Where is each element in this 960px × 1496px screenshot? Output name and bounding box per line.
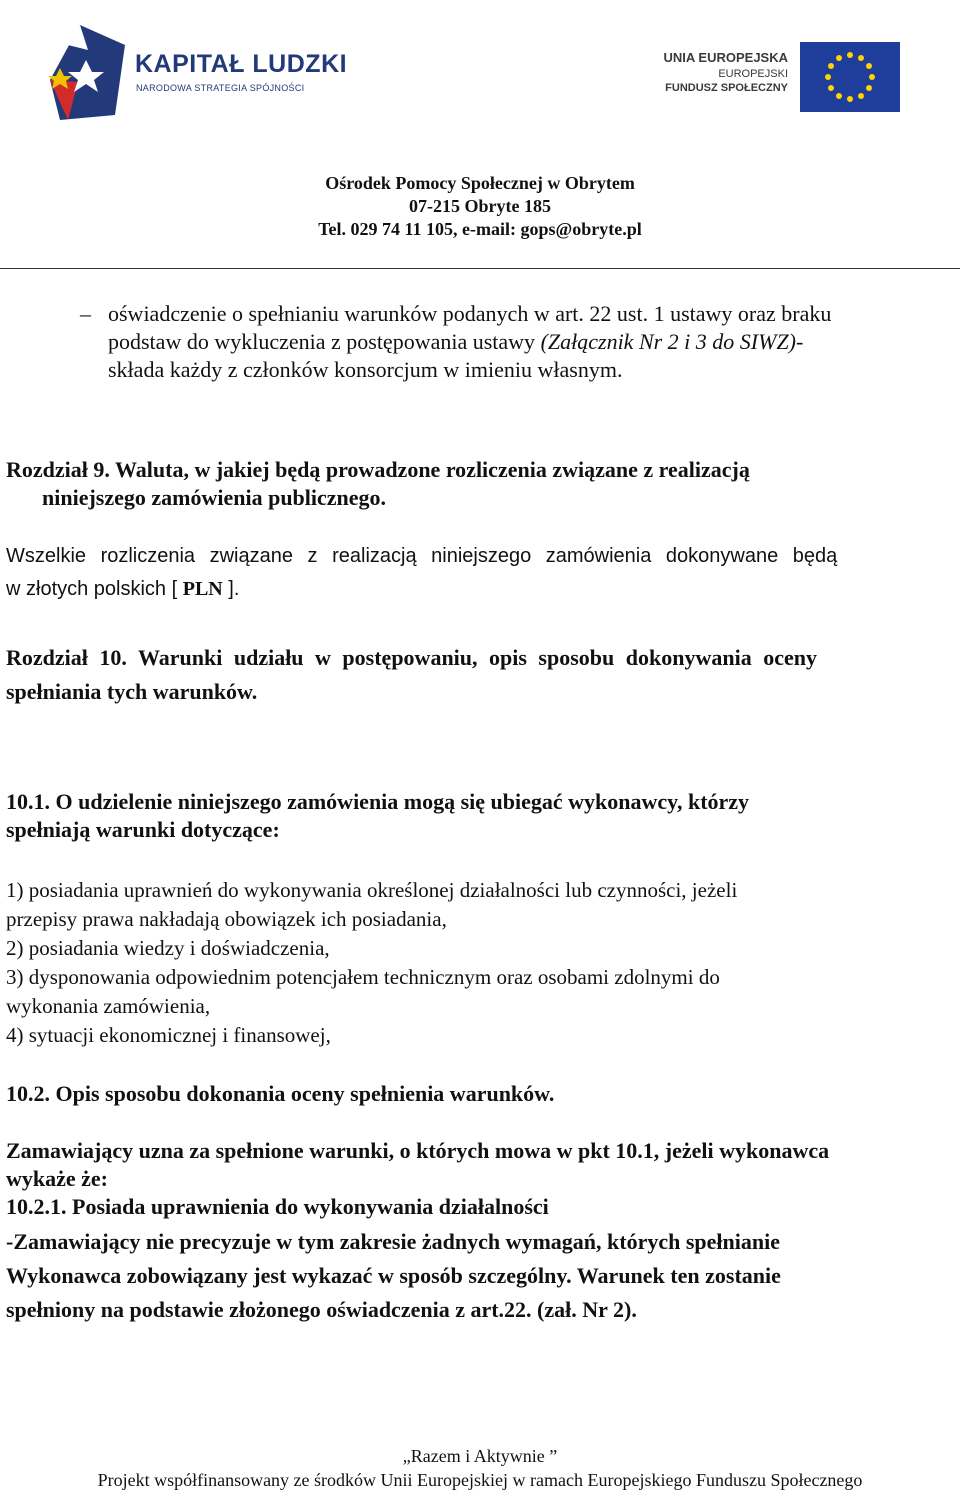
attachment-reference: (Załącznik Nr 2 i 3 do SIWZ) <box>540 329 797 354</box>
subsection-10-2-line-6: spełniony na podstawie złożonego oświadczenia z art.22. (zał. Nr 2). <box>6 1297 637 1322</box>
eu-logo <box>600 30 900 120</box>
kapital-ludzki-logo <box>40 20 370 130</box>
subsection-10-2-line-3: 10.2.1. Posiada uprawnienia do wykonywania działalności <box>6 1194 549 1219</box>
section-10-title-line-1: Rozdział 10. Warunki udziału w postępowaniu, opis sposobu dokonywania oceny <box>6 645 817 670</box>
conditions-list <box>6 876 956 1050</box>
section-9-title-line-2: niniejszego zamówienia publicznego. <box>42 485 387 510</box>
subsection-10-2-line-5: Wykonawca zobowiązany jest wykazać w sposób szczególny. Warunek ten zostanie <box>6 1263 781 1288</box>
org-address: 07-215 Obryte 185 <box>409 196 551 216</box>
section-9-text-line-2-b: ]. <box>222 578 240 600</box>
conditions-list-line: 4) sytuacji ekonomicznej i finansowej, <box>6 1023 331 1047</box>
conditions-list-line: 2) posiadania wiedzy i doświadczenia, <box>6 936 330 960</box>
section-10-title-line-2: spełniania tych warunków. <box>6 679 258 704</box>
eu-logo-line1: UNIA EUROPEJSKA <box>663 50 788 65</box>
section-9-text-line-2 <box>6 575 956 603</box>
section-9-text-line-2-a: w złotych polskich [ <box>6 578 183 600</box>
eu-flag-icon <box>800 42 900 112</box>
section-9-title <box>6 456 956 512</box>
conditions-list-line: 3) dysponowania odpowiednim potencjałem technicznym oraz osobami zdolnymi do <box>6 965 720 989</box>
section-9-text <box>6 542 956 603</box>
org-name: Ośrodek Pomocy Społecznej w Obrytem <box>325 173 635 193</box>
subsection-10-2-line-4: -Zamawiający nie precyzuje w tym zakresie żadnych wymagań, których spełnianie <box>6 1229 781 1254</box>
header-divider <box>0 268 960 269</box>
bullet-paragraph <box>108 300 956 384</box>
bullet-line-2-text: podstaw do wykluczenia z postępowania ustawy <box>108 329 541 354</box>
conditions-list-line: przepisy prawa nakładają obowiązek ich posiadania, <box>6 907 447 931</box>
section-9-title-line-1: Rozdział 9. Waluta, w jakiej będą prowadzone rozliczenia związane z realizacją <box>6 457 750 482</box>
subsection-10-1-line-1: 10.1. O udzielenie niniejszego zamówienia mogą się ubiegać wykonawcy, którzy <box>6 789 750 814</box>
currency-code: PLN <box>182 578 223 600</box>
kapital-ludzki-title: KAPITAŁ LUDZKI <box>135 50 348 78</box>
subsection-10-1-title <box>6 788 956 844</box>
org-header <box>0 172 960 241</box>
bullet-line-2 <box>108 328 956 356</box>
subsection-10-2-text <box>6 1137 956 1327</box>
subsection-10-1-line-2: spełniają warunki dotyczące: <box>6 817 280 842</box>
subsection-10-2-title: 10.2. Opis sposobu dokonania oceny spełnienia warunków. <box>6 1081 555 1106</box>
conditions-list-line: wykonania zamówienia, <box>6 994 211 1018</box>
section-10-title <box>6 644 956 706</box>
eu-logo-line3: FUNDUSZ SPOŁECZNY <box>665 82 788 94</box>
kapital-ludzki-subtitle: NARODOWA STRATEGIA SPÓJNOŚCI <box>136 83 305 93</box>
bullet-dash: – <box>80 301 91 326</box>
kapital-ludzki-emblem-icon <box>40 20 132 130</box>
footer-slogan: „Razem i Aktywnie ” <box>402 1446 558 1466</box>
org-contact: Tel. 029 74 11 105, e-mail: gops@obryte.pl <box>318 219 642 239</box>
section-9-text-line-1: Wszelkie rozliczenia związane z realizacją niniejszego zamówienia dokonywane będą <box>6 545 838 567</box>
bullet-line-3: składa każdy z członków konsorcjum w imieniu własnym. <box>108 357 623 382</box>
bullet-line-1: oświadczenie o spełnianiu warunków podanych w art. 22 ust. 1 ustawy oraz braku <box>108 301 832 326</box>
footer-project: Projekt współfinansowany ze środków Unii Europejskiej w ramach Europejskiego Funduszu Społecznego <box>97 1470 863 1490</box>
eu-logo-line2: EUROPEJSKI <box>718 68 788 80</box>
bullet-line-2-dash: - <box>796 329 804 354</box>
footer <box>0 1444 960 1492</box>
subsection-10-2-line-1: Zamawiający uzna za spełnione warunki, o których mowa w pkt 10.1, jeżeli wykonawca <box>6 1138 830 1163</box>
subsection-10-2-line-2: wykaże że: <box>6 1166 109 1191</box>
conditions-list-line: 1) posiadania uprawnień do wykonywania określonej działalności lub czynności, jeżeli <box>6 878 738 902</box>
